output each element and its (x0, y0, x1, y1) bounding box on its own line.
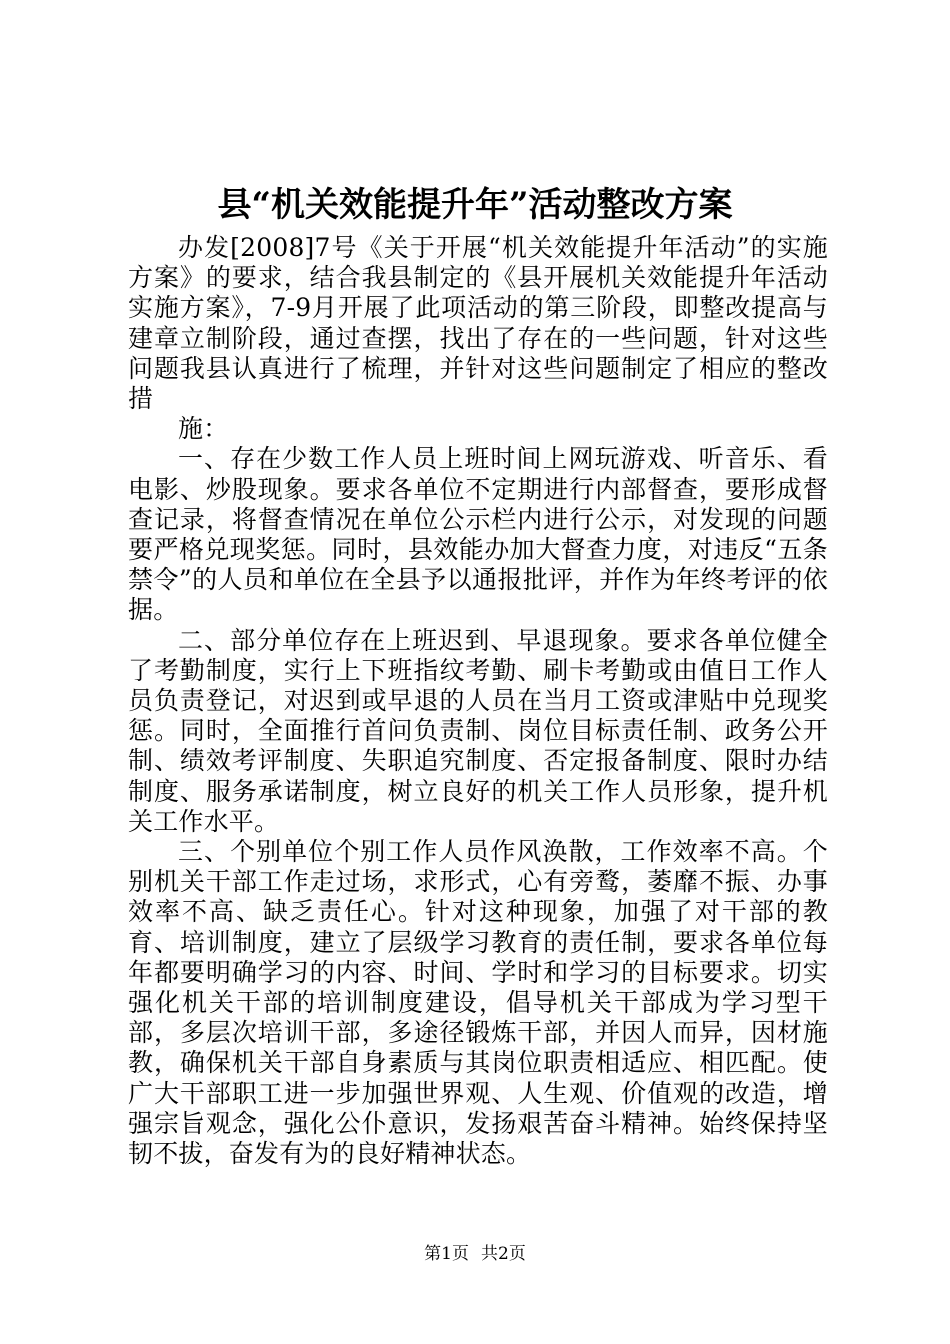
section-two-paragraph: 二、部分单位存在上班迟到、早退现象。要求各单位健全了考勤制度，实行上下班指纹考勤、刷卡考勤或由值日工作人员负责登记，对迟到或早退的人员在当月工资或津贴中兑现奖惩。同时，全面推行首问负责制、岗位目标责任制、政务公开制、绩效考评制度、失职追究制度、否定报备制度、限时办结制度、服务承诺制度，树立良好的机关工作人员形象，提升机关工作水平。 (128, 625, 828, 836)
page-footer (0, 1243, 950, 1265)
document-title: 县“机关效能提升年”活动整改方案 (217, 185, 733, 225)
intro-paragraph-continuation: 施： (178, 414, 229, 444)
section-one-paragraph: 一、存在少数工作人员上班时间上网玩游戏、听音乐、看电影、炒股现象。要求各单位不定期进行内部督查，要形成督查记录，将督查情况在单位公示栏内进行公示，对发现的问题要严格兑现奖惩。同时，县效能办加大督查力度，对违反“五条禁令”的人员和单位在全县予以通报批评，并作为年终考评的依据。 (128, 444, 828, 625)
section-three-paragraph: 三、个别单位个别工作人员作风涣散，工作效率不高。个别机关干部工作走过场，求形式，心有旁鹜，萎靡不振、办事效率不高、缺乏责任心。针对这种现象，加强了对干部的教育、培训制度，建立了层级学习教育的责任制，要求各单位每年都要明确学习的内容、时间、学时和学习的目标要求。切实强化机关干部的培训制度建设，倡导机关干部成为学习型干部，多层次培训干部，多途径锻炼干部，并因人而异，因材施教，确保机关干部自身素质与其岗位职责相适应、相匹配。使广大干部职工进一步加强世界观、人生观、价值观的改造，增强宗旨观念，强化公仆意识，发扬艰苦奋斗精神。始终保持坚韧不拔，奋发有为的良好精神状态。 (128, 837, 828, 1169)
page-number-current: 第1页 (424, 1244, 469, 1264)
page-number-total: 共2页 (481, 1244, 526, 1264)
intro-paragraph: 办发[2008]7号《关于开展“机关效能提升年活动”的实施方案》的要求，结合我县制定的《县开展机关效能提升年活动实施方案》，7-9月开展了此项活动的第三阶段，即整改提高与建章立制阶段，通过查摆，找出了存在的一些问题，针对这些问题我县认真进行了梳理，并针对这些问题制定了相应的整改措 (128, 233, 828, 414)
document-body (128, 233, 828, 1169)
